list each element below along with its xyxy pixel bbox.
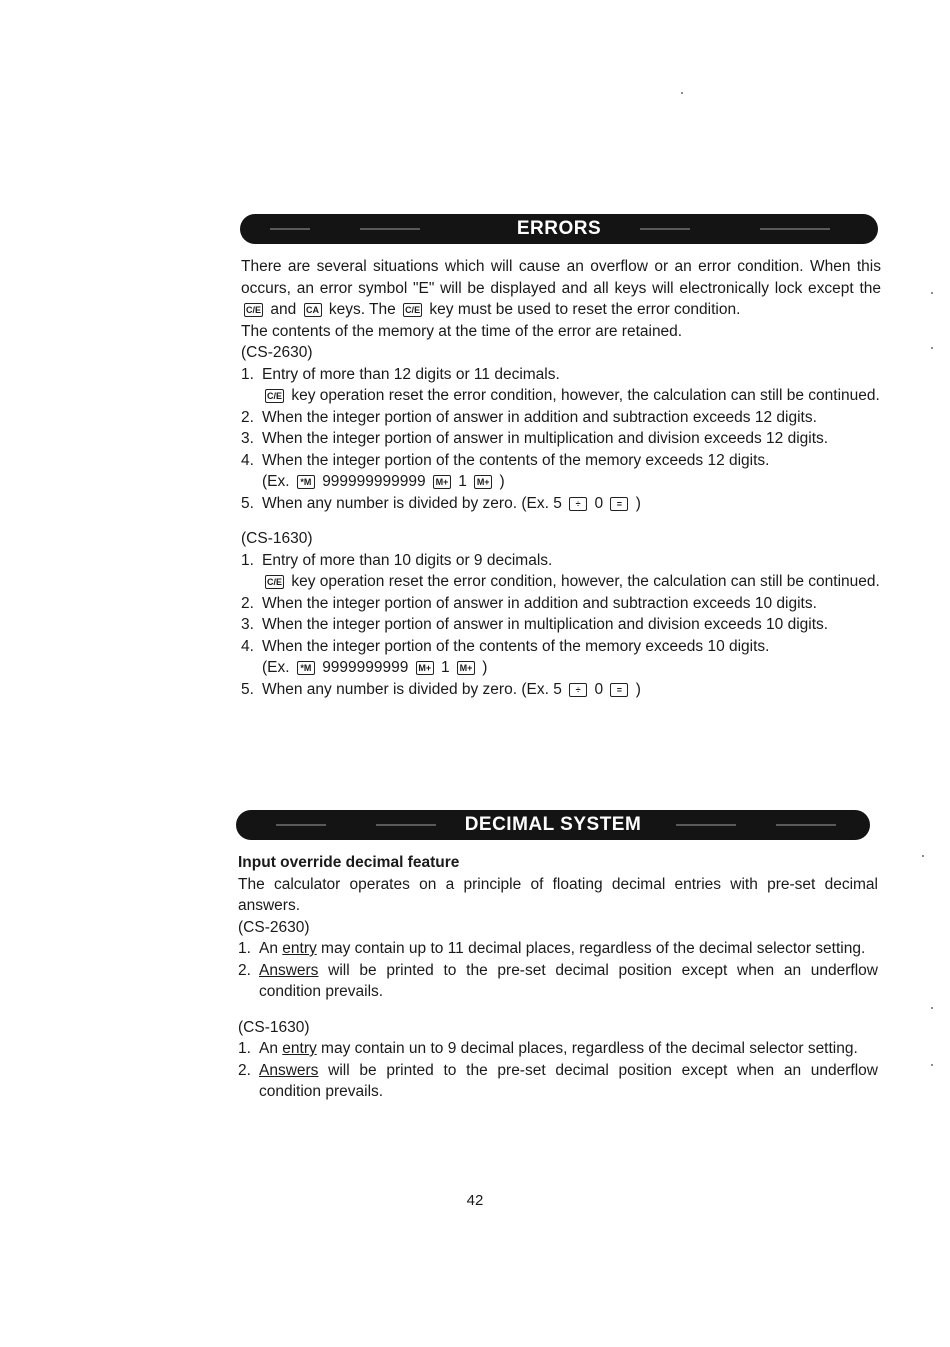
equals-key-icon: = bbox=[610, 497, 628, 511]
decimal-subheading: Input override decimal feature bbox=[238, 854, 460, 871]
decimal-section bbox=[238, 852, 878, 1103]
item-number: 5. bbox=[241, 494, 254, 512]
item-number: 2. bbox=[238, 961, 251, 979]
banner-speck bbox=[270, 228, 310, 230]
example-line bbox=[241, 471, 881, 493]
example-close: ) bbox=[635, 494, 641, 512]
list-item bbox=[238, 1060, 878, 1103]
list-item bbox=[241, 493, 881, 515]
item-text-post: will be printed to the pre-set decimal position except when an underflow condition prevails. bbox=[259, 1061, 878, 1100]
item-number: 4. bbox=[241, 451, 254, 469]
item-text: Entry of more than 12 digits or 11 decimals. bbox=[262, 365, 560, 383]
example-value: 0 bbox=[594, 680, 604, 698]
errors-intro-text: and bbox=[270, 301, 297, 318]
scan-speck bbox=[931, 347, 933, 349]
item-text bbox=[262, 679, 881, 701]
item-text: When the integer portion of answer in multiplication and division exceeds 10 digits. bbox=[262, 616, 829, 633]
memory-plus-key-icon: M+ bbox=[433, 475, 451, 489]
item-text: When the integer portion of the contents of the memory exceeds 12 digits. bbox=[262, 451, 770, 469]
scan-speck bbox=[931, 292, 933, 294]
item-cont-text: key operation reset the error condition, however, the calculation can still be continued. bbox=[291, 573, 880, 590]
item-text: When the integer portion of answer in addition and subtraction exceeds 12 digits. bbox=[262, 408, 817, 426]
example-open: (Ex. 5 bbox=[521, 680, 562, 698]
list-item bbox=[241, 614, 881, 636]
model-name: (CS-1630) bbox=[238, 1018, 310, 1036]
page-number: 42 bbox=[466, 1192, 484, 1209]
item-number: 1. bbox=[241, 551, 254, 569]
banner-speck bbox=[676, 824, 736, 826]
banner-speck bbox=[276, 824, 326, 826]
example-value: 1 bbox=[458, 473, 467, 490]
example-open: (Ex. bbox=[262, 659, 290, 676]
scan-speck bbox=[931, 1007, 933, 1009]
errors-heading: ERRORS bbox=[516, 218, 602, 240]
list-item bbox=[238, 960, 878, 1003]
errors-heading-banner bbox=[240, 214, 878, 244]
errors-section bbox=[241, 256, 881, 700]
scan-speck bbox=[681, 92, 683, 94]
model-name: (CS-2630) bbox=[238, 918, 310, 936]
example-close: ) bbox=[499, 473, 505, 490]
example-line bbox=[241, 657, 881, 679]
banner-speck bbox=[640, 228, 690, 230]
example-value: 999999999999 bbox=[322, 473, 426, 490]
memory-recall-key-icon: *M bbox=[297, 475, 315, 489]
item-cont-text: key operation reset the error condition, however, the calculation can still be continued. bbox=[291, 387, 880, 404]
item-text-pre: An bbox=[259, 940, 283, 957]
memory-note: The contents of the memory at the time of the error are retained. bbox=[241, 322, 683, 340]
item-text bbox=[262, 493, 881, 515]
model-name: (CS-1630) bbox=[241, 530, 313, 547]
model-name: (CS-2630) bbox=[241, 344, 313, 361]
banner-speck bbox=[360, 228, 420, 230]
memory-plus-key-icon: M+ bbox=[416, 661, 434, 675]
item-number: 2. bbox=[241, 408, 254, 426]
equals-key-icon: = bbox=[610, 683, 628, 697]
clear-error-key-icon: C/E bbox=[267, 391, 283, 401]
item-text: When the integer portion of answer in addition and subtraction exceeds 10 digits. bbox=[262, 594, 817, 612]
example-open: (Ex. 5 bbox=[521, 494, 562, 512]
errors-intro-text: keys. The bbox=[328, 301, 396, 318]
item-continuation bbox=[241, 571, 881, 593]
banner-speck bbox=[376, 824, 436, 826]
divide-key-icon: ÷ bbox=[569, 683, 587, 697]
decimal-heading-banner bbox=[236, 810, 870, 840]
errors-intro bbox=[241, 256, 881, 321]
clear-error-key-icon: C/E bbox=[246, 305, 262, 315]
list-item bbox=[241, 593, 881, 615]
item-text-main: When any number is divided by zero. bbox=[262, 680, 518, 698]
item-text-post: may contain up to 11 decimal places, regardless of the decimal selector setting. bbox=[316, 940, 866, 957]
errors-intro-text: key must be used to reset the error condition. bbox=[429, 301, 741, 318]
divide-key-icon: ÷ bbox=[569, 497, 587, 511]
example-value: 0 bbox=[594, 494, 604, 512]
list-item bbox=[238, 938, 878, 960]
example-value: 1 bbox=[441, 659, 450, 676]
scan-speck bbox=[931, 1064, 933, 1066]
list-item bbox=[238, 1038, 878, 1060]
list-item bbox=[241, 407, 881, 429]
item-number: 3. bbox=[241, 616, 254, 633]
banner-speck bbox=[760, 228, 830, 230]
item-number: 1. bbox=[238, 1040, 251, 1057]
clear-error-key-icon: C/E bbox=[405, 305, 421, 315]
scan-speck bbox=[922, 855, 924, 857]
memory-plus-key-icon: M+ bbox=[457, 661, 475, 675]
item-number: 2. bbox=[238, 1061, 251, 1079]
item-text bbox=[259, 938, 878, 960]
item-number: 1. bbox=[238, 940, 251, 957]
example-value: 9999999999 bbox=[322, 659, 409, 676]
list-item bbox=[241, 636, 881, 658]
banner-speck bbox=[776, 824, 836, 826]
item-text-post: will be printed to the pre-set decimal position except when an underflow condition prevails. bbox=[259, 961, 878, 1000]
item-number: 1. bbox=[241, 365, 254, 383]
item-number: 3. bbox=[241, 430, 254, 447]
example-open: (Ex. bbox=[262, 473, 290, 490]
clear-error-key-icon: C/E bbox=[267, 577, 283, 587]
list-item bbox=[241, 679, 881, 701]
item-continuation bbox=[241, 385, 881, 407]
item-text-underlined: entry bbox=[282, 1040, 317, 1057]
item-number: 4. bbox=[241, 637, 254, 655]
list-item bbox=[241, 428, 881, 450]
item-text-underlined: entry bbox=[282, 940, 317, 957]
item-text bbox=[259, 1038, 878, 1060]
list-item bbox=[241, 364, 881, 386]
memory-plus-key-icon: M+ bbox=[474, 475, 492, 489]
item-text-main: When any number is divided by zero. bbox=[262, 494, 518, 512]
decimal-intro: The calculator operates on a principle of floating decimal entries with pre-set decimal answers. bbox=[238, 875, 878, 914]
decimal-heading: DECIMAL SYSTEM bbox=[464, 814, 642, 836]
memory-recall-key-icon: *M bbox=[297, 661, 315, 675]
item-text bbox=[259, 1060, 878, 1103]
item-text-pre: An bbox=[259, 1040, 283, 1057]
item-number: 2. bbox=[241, 594, 254, 612]
item-text: When the integer portion of the contents of the memory exceeds 10 digits. bbox=[262, 637, 770, 655]
errors-intro-text: There are several situations which will cause an overflow or an error condition. When this occurs, an error symbol "E" will be displayed and all keys will electronically lock except the bbox=[241, 258, 881, 297]
item-text bbox=[259, 960, 878, 1003]
item-number: 5. bbox=[241, 680, 254, 698]
list-item bbox=[241, 550, 881, 572]
item-text-underlined: Answers bbox=[259, 1061, 319, 1079]
item-text-underlined: Answers bbox=[259, 961, 319, 979]
list-item bbox=[241, 450, 881, 472]
clear-all-key-icon: CA bbox=[304, 303, 322, 317]
item-text-post: may contain un to 9 decimal places, regardless of the decimal selector setting. bbox=[316, 1040, 858, 1057]
item-text: Entry of more than 10 digits or 9 decimals. bbox=[262, 551, 553, 569]
example-close: ) bbox=[482, 659, 488, 676]
item-text: When the integer portion of answer in multiplication and division exceeds 12 digits. bbox=[262, 430, 829, 447]
example-close: ) bbox=[635, 680, 641, 698]
